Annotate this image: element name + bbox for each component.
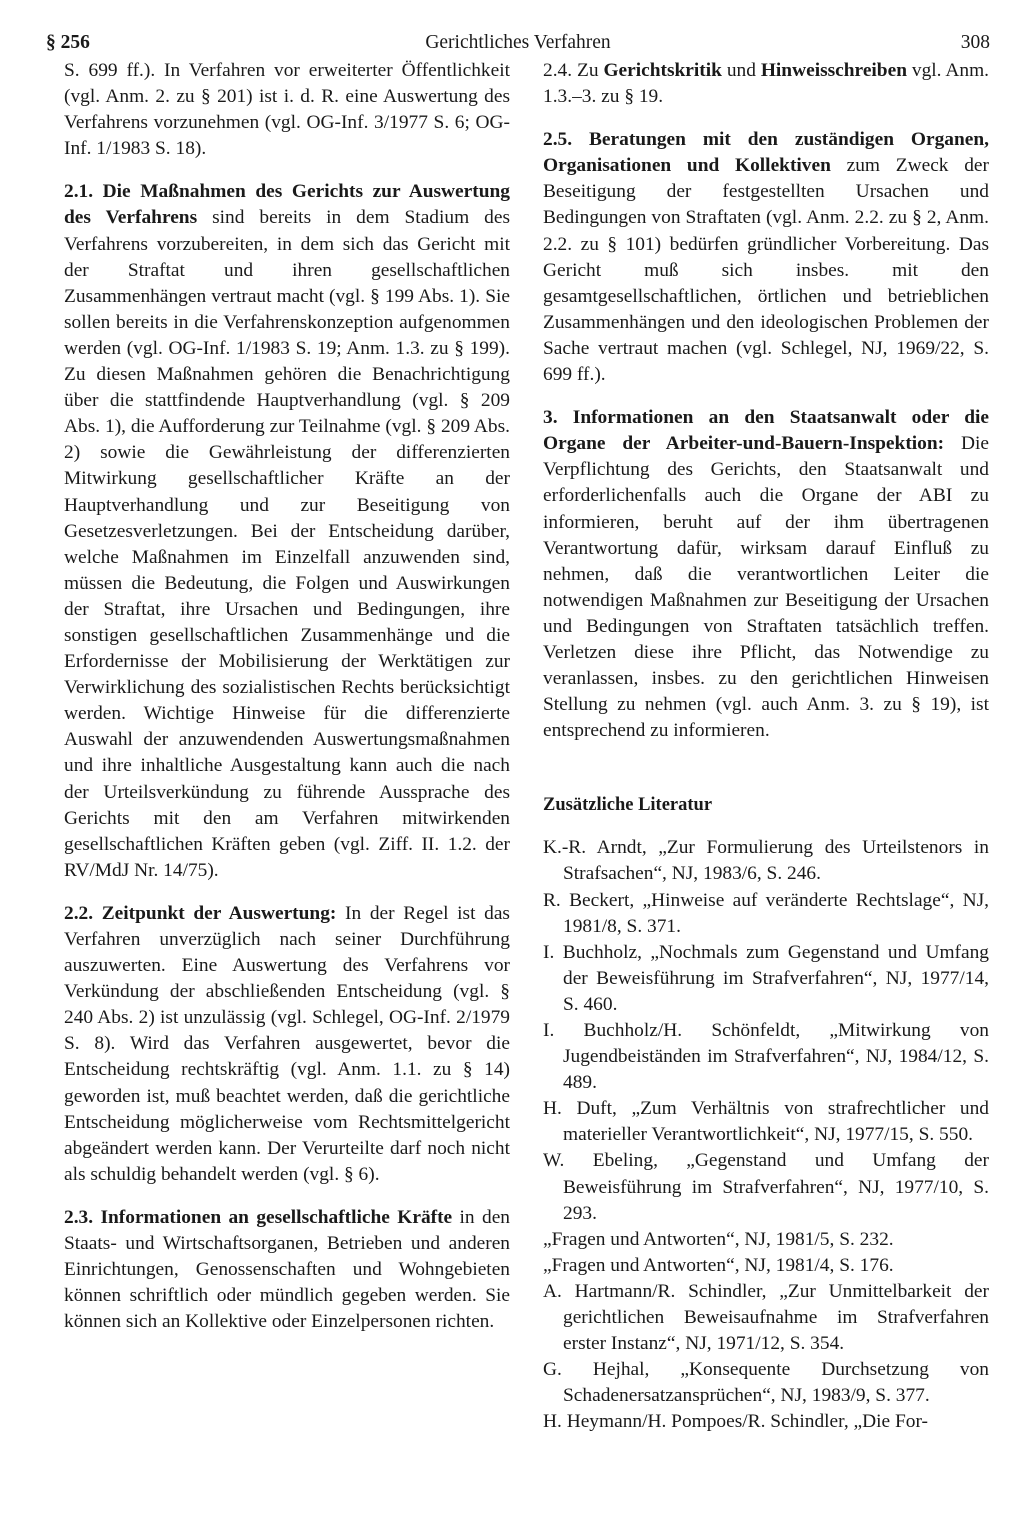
paragraph-2-5-heading: 2.5. Beratungen mit den zuständigen Organen, Organisationen und Kollektiven (543, 129, 989, 177)
paragraph-2-1: 2.1. Die Maßnahmen des Gerichts zur Auswertung des Verfahrens sind bereits in dem Stadium des Verfahrens vorzubereiten, in dem sich das Gericht mit der Straftat und ihren gesellschaftlichen Zusammenhängen vertraut macht (vgl. § 199 Abs. 1). Sie sollen bereits in die Verfahrenskonzeption aufgenommen werden (vgl. OG-Inf. 1/1983 S. 19; Anm. 1.3. zu § 199). Zu diesen Maßnahmen gehören die Benachrichtigung über die stattfindende Hauptverhandlung (vgl. § 209 Abs. 1), die Aufforderung zur Teilnahme (vgl. § 209 Abs. 2) sowie die Gewährleistung der differenzierten Mitwirkung gesellschaftlicher Kräfte an der Hauptverhandlung und zur Beseitigung von Gesetzesverletzungen. Bei der Entscheidung darüber, welche Maßnahmen im Einzelfall anzuwenden sind, müssen die Bedeutung, die Folgen und Auswirkungen der Straftat, ihre Ursachen und Bedingungen, ihre sonstigen gesellschaftlichen Zusammenhänge und die Erfordernisse der Mobilisierung der Werktätigen zur Verwirklichung des sozialistischen Rechts berücksichtigt werden. Wichtige Hinweise für die differenzierte Auswahl der anzuwendenden Auswertungsmaßnahmen und ihre inhaltliche Ausgestaltung kann auch die nach der Urteilsverkündung zu führende Aussprache des Gerichts mit den am Verfahren mitwirkenden gesellschaftlichen Kräften geben (vgl. Ziff. II. 1.2. der RV/MdJ Nr. 14/75). (64, 181, 510, 881)
literature-entry: K.-R. Arndt, „Zur Formulierung des Urteilstenors in Strafsachen“, NJ, 1983/6, S. 246. (543, 837, 989, 885)
page-header (46, 28, 990, 62)
literature-entry: H. Duft, „Zum Verhältnis von strafrechtlicher und materieller Verantwortlichkeit“, NJ, 1977/15, S. 550. (543, 1098, 989, 1146)
paragraph-2-3-heading: 2.3. Informationen an gesellschaftliche Kräfte (64, 1206, 453, 1228)
paragraph-2-2: 2.2. Zeitpunkt der Auswertung: In der Regel ist das Verfahren unverzüglich nach seiner Durchführung auszuwerten. Eine Auswertung des Verfahrens vor Verkündung der abschließenden Entscheidung (vgl. § 240 Abs. 2) ist unzulässig (vgl. Schlegel, OG-Inf. 2/1979 S. 8). Wird das Verfahren ausgewertet, bevor die Entscheidung rechtskräftig (vgl. Anm. 1.1. zu § 14) geworden ist, muß beachtet werden, daß die gerichtliche Entscheidung möglicherweise vom Rechtsmittelgericht abgeändert werden kann. Der Verurteilte darf noch nicht als schuldig behandelt werden (vgl. § 6). (64, 902, 510, 1185)
literature-entry: W. Ebeling, „Gegenstand und Umfang der Beweisführung im Strafverfahren“, NJ, 1977/10, S. 293. (543, 1150, 989, 1224)
paragraph-2-4-term-1: Gerichtskritik (603, 60, 722, 81)
literature-entry: H. Heymann/H. Pompoes/R. Schindler, „Die For- (543, 1411, 928, 1433)
literature-entry: R. Beckert, „Hinweise auf veränderte Rechtslage“, NJ, 1981/8, S. 371. (543, 889, 989, 937)
left-column (64, 58, 510, 1335)
paragraph-2-2-heading: 2.2. Zeitpunkt der Auswertung: (64, 902, 337, 924)
literature-list (543, 835, 989, 1435)
paragraph-2-4-term-2: Hinweisschreiben (760, 60, 907, 81)
paragraph-2-1-heading: 2.1. Die Maßnahmen des Gerichts zur Auswertung des Verfahrens (64, 181, 510, 229)
page-number: 308 (960, 32, 990, 53)
literature-entry: „Fragen und Antworten“, NJ, 1981/5, S. 232. (543, 1228, 894, 1250)
running-title: Gerichtliches Verfahren (425, 32, 611, 53)
paragraph-2-5: 2.5. Beratungen mit den zuständigen Organen, Organisationen und Kollektiven zum Zweck der Beseitigung der festgestellten Ursachen und Bedingungen von Straftaten (vgl. Anm. 2.2. zu § 2, Anm. 2.2. zu § 101) bedürfen gründlicher Vorbereitung. Das Gericht muß sich insbes. mit den gesamtgesellschaftlichen, örtlichen und betrieblichen Zusammenhängen und den ideologischen Problemen der Sache vertraut machen (vgl. Schlegel, NJ, 1969/22, S. 699 ff.). (543, 129, 989, 386)
paragraph-3-heading: 3. Informationen an den Staatsanwalt oder die Organe der Arbeiter-und-Bauern-Inspektion: (543, 407, 989, 455)
paragraph-2-4: 2.4. Zu Gerichtskritik und Hinweisschreiben vgl. Anm. 1.3.–3. zu § 19. (543, 60, 989, 108)
section-number: § 256 (46, 32, 90, 53)
paragraph-intro: S. 699 ff.). In Verfahren vor erweiterter Öffentlichkeit (vgl. Anm. 2. zu § 201) ist i. d. R. eine Auswertung des Verfahrens vorzunehmen (vgl. OG-Inf. 3/1977 S. 6; OG-Inf. 1/1983 S. 18). (64, 60, 510, 160)
literature-heading: Zusätzliche Literatur (543, 795, 713, 816)
literature-entry: I. Buchholz, „Nochmals zum Gegenstand und Umfang der Beweisführung im Strafverfahren“, NJ, 1977/14, S. 460. (543, 941, 989, 1015)
paragraph-2-3: 2.3. Informationen an gesellschaftliche Kräfte in den Staats- und Wirtschaftsorganen, Betrieben und anderen Einrichtungen, Genossenschaften und Wohngebieten können schriftlich oder mündlich gegeben werden. Sie können sich an Kollektive oder Einzelpersonen richten. (64, 1206, 510, 1333)
right-column (543, 58, 989, 1436)
literature-entry: I. Buchholz/H. Schönfeldt, „Mitwirkung von Jugendbeiständen im Strafverfahren“, NJ, 1984/12, S. 489. (543, 1020, 989, 1094)
literature-entry: „Fragen und Antworten“, NJ, 1981/4, S. 176. (543, 1254, 894, 1276)
literature-entry: G. Hejhal, „Konsequente Durchsetzung von Schadenersatzansprüchen“, NJ, 1983/9, S. 377. (543, 1359, 989, 1407)
paragraph-3: 3. Informationen an den Staatsanwalt oder die Organe der Arbeiter-und-Bauern-Inspektion: Die Verpflichtung des Gerichts, den Staatsanwalt und erforderlichenfalls auch die Organe der ABI zu informieren, beruht auf der ihm übertragenen Verantwortung dafür, wirksam darauf Einfluß zu nehmen, daß die verantwortlichen Leiter die notwendigen Maßnahmen zur Beseitigung der Ursachen und Bedingungen von Straftaten tatsächlich treffen. Verletzen diese ihre Pflicht, das Notwendige zu veranlassen, insbes. zu den gerichtlichen Hinweisen Stellung zu nehmen (vgl. auch Anm. 3. zu § 19), ist entsprechend zu informieren. (543, 407, 989, 742)
literature-entry: A. Hartmann/R. Schindler, „Zur Unmittelbarkeit der gerichtlichen Beweisaufnahme im Strafverfahren erster Instanz“, NJ, 1971/12, S. 354. (543, 1280, 989, 1355)
